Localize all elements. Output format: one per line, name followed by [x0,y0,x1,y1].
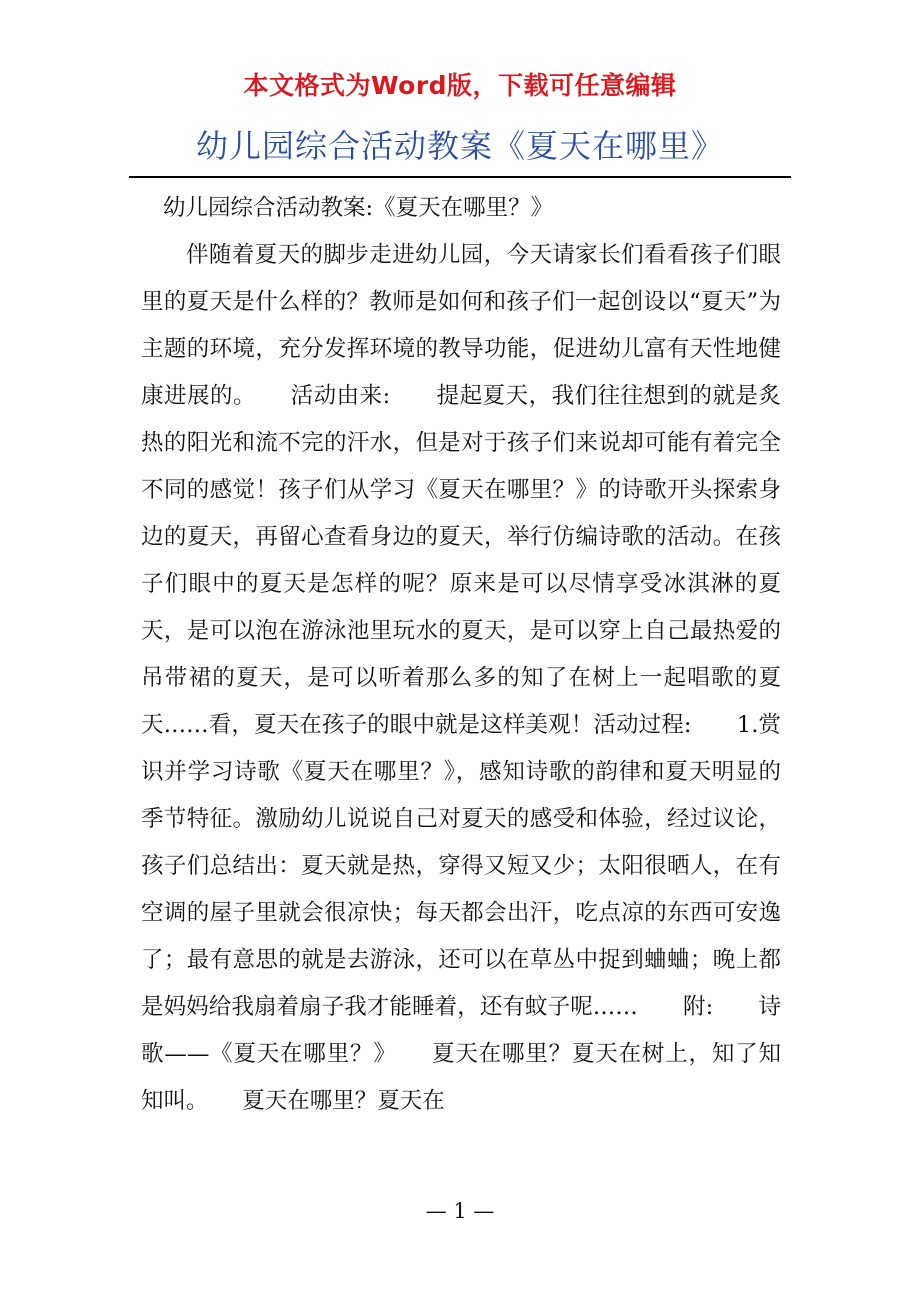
page-number: — 1 — [425,1199,495,1223]
title-divider [129,176,791,178]
document-subtitle: 幼儿园综合活动教案:《夏天在哪里？》 [163,195,554,221]
body-paragraph: 伴随着夏天的脚步走进幼儿园，今天请家长们看看孩子们眼里的夏天是什么样的？教师是如何和孩子们一起创设以“夏天”为主题的环境，充分发挥环境的教导功能，促进幼儿富有天性地健康进展的。 活动由来: 提起夏天，我们往往想到的就是炙热的阳光和流不完的汗水，但是对于孩子们来说却可能有着完全不同的感觉！孩子们从学习《夏天在哪里？》的诗歌开头探索身边的夏天，再留心查看身边的夏天，举行仿编诗歌的活动。在孩子们眼中的夏天是怎样的呢？原来是可以尽情享受冰淇淋的夏天，是可以泡在游泳池里玩水的夏天，是可以穿上自己最热爱的吊带裙的夏天，是可以听着那么多的知了在树上一起唱歌的夏天……看，夏天在孩子的眼中就是这样美观！活动过程: 1.赏识并学习诗歌《夏天在哪里？》，感知诗歌的韵律和夏天明显的季节特征。激励幼儿说说自己对夏天的感受和体验，经过议论，孩子们总结出：夏天就是热，穿得又短又少；太阳很晒人，在有空调的屋子里就会很凉快；每天都会出汗，吃点凉的东西可安逸了；最有意思的就是去游泳，还可以在草丛中捉到蛐蛐；晚上都是妈妈给我扇着扇子我才能睡着，还有蚊子呢…… 附: 诗歌——《夏天在哪里？》 夏天在哪里？夏天在树上，知了知知叫。 夏天在哪里？夏天在 [141,242,781,1114]
format-notice: 本文格式为Word版，下载可任意编辑 [243,71,677,100]
document-title: 幼儿园综合活动教案《夏天在哪里》 [195,127,724,165]
document-body [141,185,781,1125]
